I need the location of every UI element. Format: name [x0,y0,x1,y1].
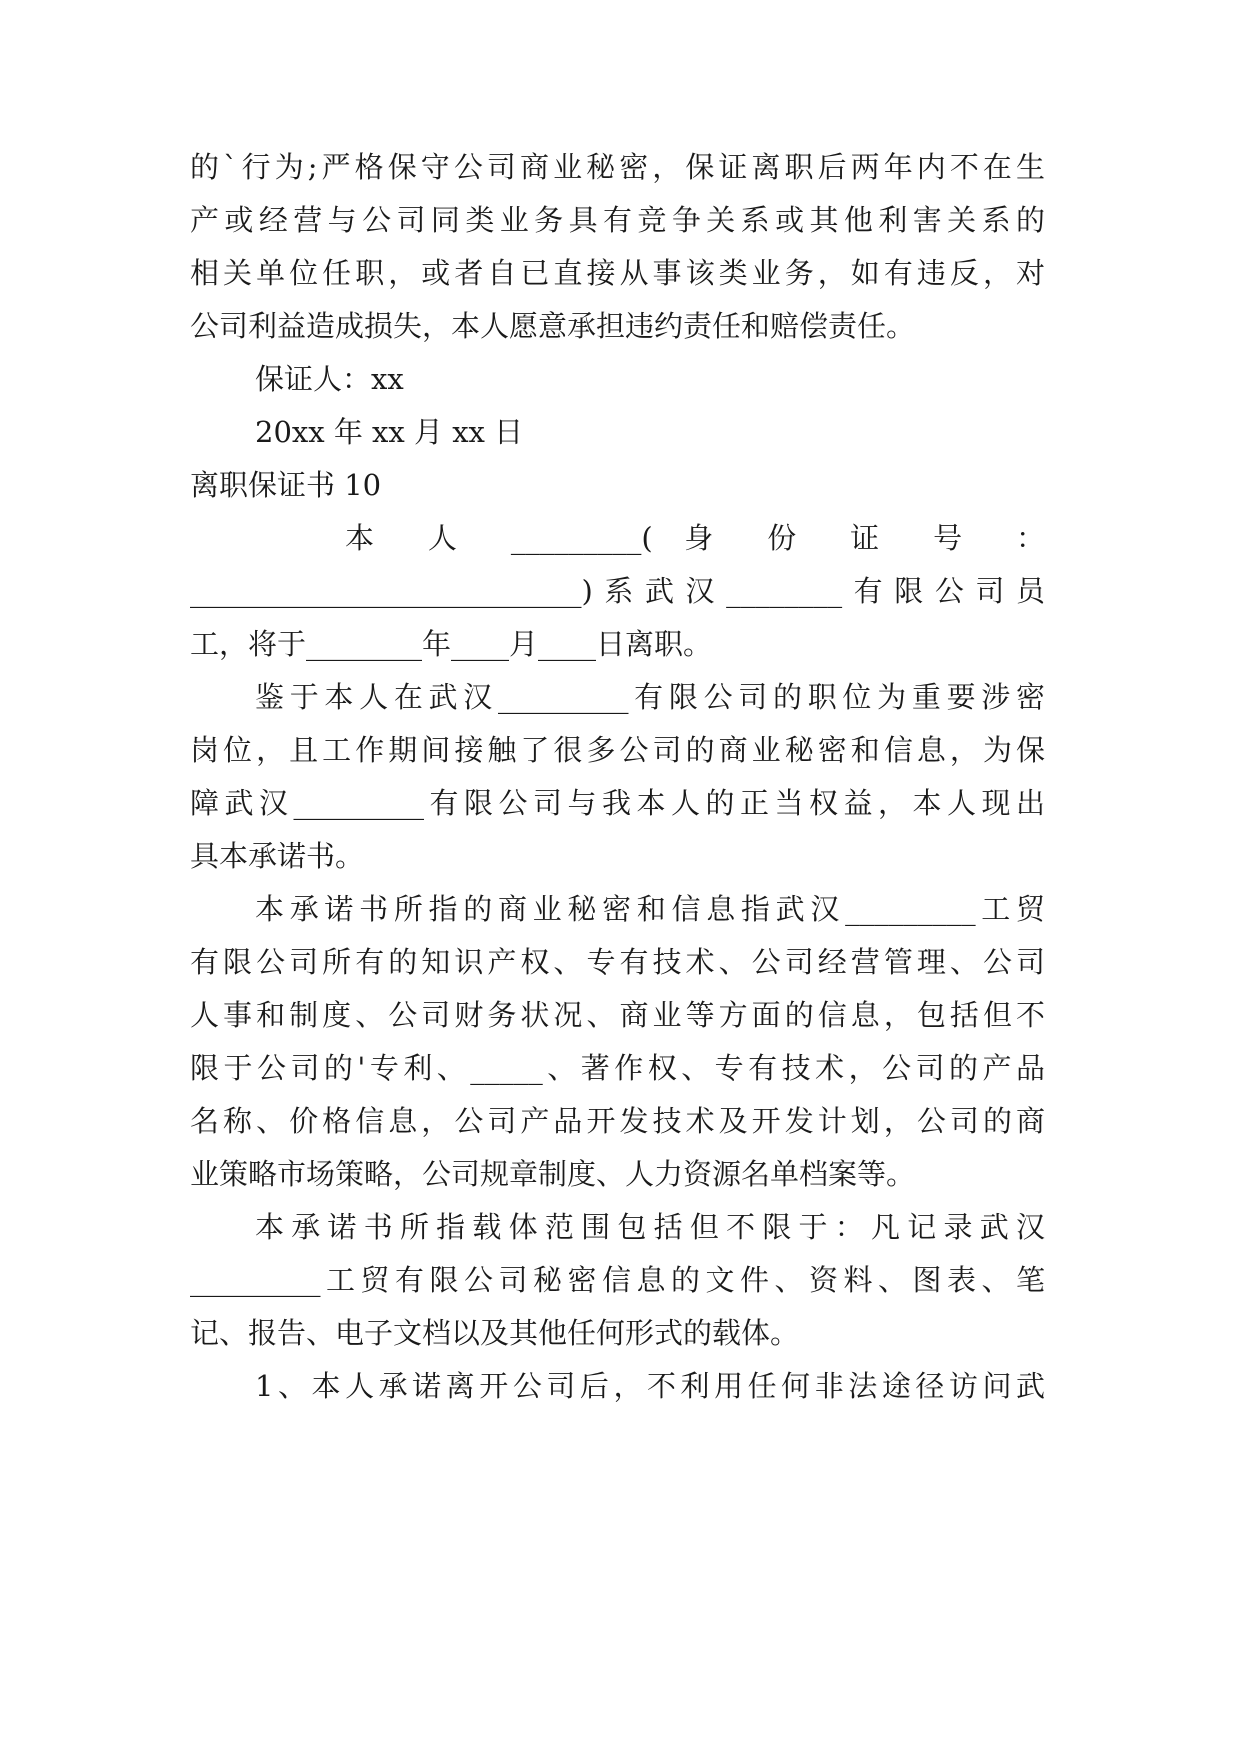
paragraph-line: ___________________________)系武汉________有限公司员 [190,574,1045,608]
paragraph-line: 有限公司所有的知识产权、专有技术、公司经营管理、公司 [190,945,1045,979]
paragraph-line: 名称、价格信息，公司产品开发技术及开发计划，公司的商 [190,1104,1045,1138]
paragraph-line: 本承诺书所指载体范围包括但不限于：凡记录武汉 [255,1210,1045,1244]
paragraph-line: 产或经营与公司同类业务具有竞争关系或其他利害关系的 [190,203,1045,237]
paragraph-line: 具本承诺书。 [190,839,365,873]
paragraph-line: 本承诺书所指的商业秘密和信息指武汉_________工贸 [255,892,1045,926]
paragraph-line: 1、本人承诺离开公司后，不利用任何非法途径访问武 [255,1369,1045,1403]
paragraph-line: 鉴于本人在武汉_________有限公司的职位为重要涉密 [255,680,1045,714]
paragraph-line: 的`行为;严格保守公司商业秘密，保证离职后两年内不在生 [190,150,1045,184]
paragraph-line: 工，将于________年____月____日离职。 [190,627,713,661]
paragraph-line: 业策略市场策略，公司规章制度、人力资源名单档案等。 [190,1157,916,1191]
guarantor-line: 保证人：xx [255,362,404,396]
paragraph-line: 本 人 _________( 身 份 证 号 ： [345,521,1045,555]
section-title: 离职保证书 10 [190,468,382,502]
date-line: 20xx 年 xx 月 xx 日 [255,415,524,449]
paragraph-line: 记、报告、电子文档以及其他任何形式的载体。 [190,1316,800,1350]
paragraph-line: _________工贸有限公司秘密信息的文件、资料、图表、笔 [190,1263,1045,1297]
paragraph-line: 相关单位任职，或者自已直接从事该类业务，如有违反，对 [190,256,1045,290]
paragraph-line: 障武汉_________有限公司与我本人的正当权益，本人现出 [190,786,1045,820]
paragraph-line: 岗位，且工作期间接触了很多公司的商业秘密和信息，为保 [190,733,1045,767]
paragraph-line: 人事和制度、公司财务状况、商业等方面的信息，包括但不 [190,998,1045,1032]
paragraph-line: 公司利益造成损失，本人愿意承担违约责任和赔偿责任。 [190,309,916,343]
paragraph-line: 限于公司的'专利、_____、著作权、专有技术，公司的产品 [190,1051,1045,1085]
